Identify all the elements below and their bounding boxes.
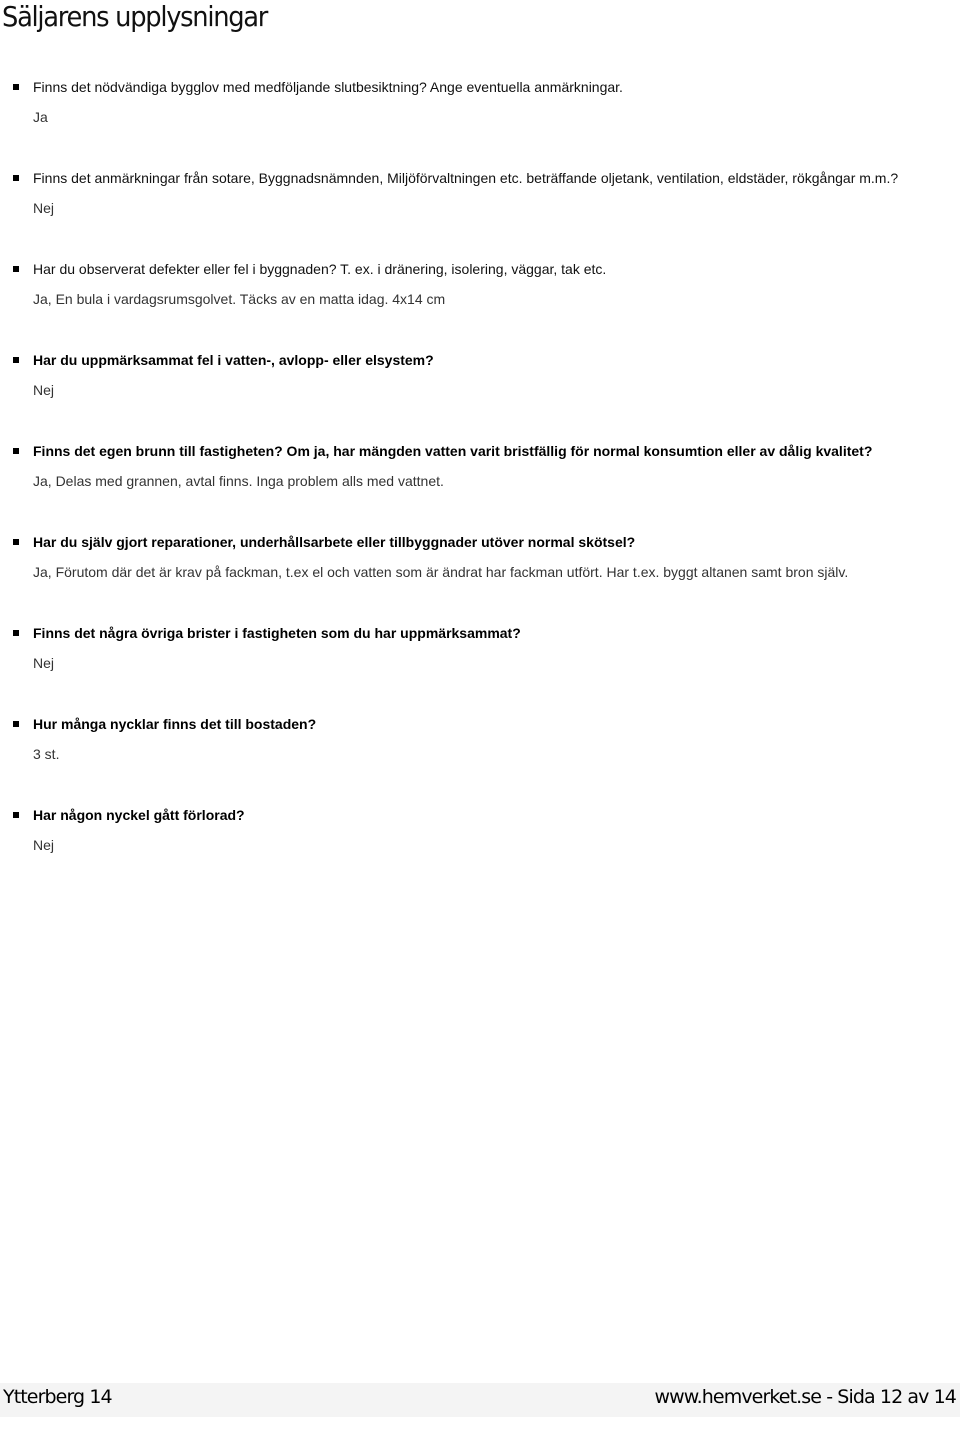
answer-text: Nej	[33, 200, 55, 216]
question-text: Finns det egen brunn till fastigheten? Om ja, har mängden vatten varit bristfällig för normal konsumtion eller av dålig kvalitet?	[33, 443, 873, 459]
page-footer	[0, 1383, 960, 1417]
qa-item-keys	[0, 709, 960, 769]
question-list	[0, 72, 960, 891]
answer-text: Nej	[33, 837, 55, 853]
square-bullet-icon	[13, 448, 19, 454]
qa-item-defects	[0, 254, 960, 314]
answer-text: Nej	[33, 382, 55, 398]
square-bullet-icon	[13, 539, 19, 545]
qa-item-systems	[0, 345, 960, 405]
qa-item-well	[0, 436, 960, 496]
square-bullet-icon	[13, 175, 19, 181]
qa-item-other-faults	[0, 618, 960, 678]
square-bullet-icon	[13, 266, 19, 272]
question-text: Finns det nödvändiga bygglov med medföljande slutbesiktning? Ange eventuella anmärkningar.	[33, 79, 623, 95]
question-text: Har du observerat defekter eller fel i byggnaden? T. ex. i dränering, isolering, väggar, tak etc.	[33, 261, 607, 277]
question-text: Finns det anmärkningar från sotare, Byggnadsnämnden, Miljöförvaltningen etc. beträffande oljetank, ventilation, eldstäder, rökgångar m.m.?	[33, 170, 899, 186]
question-text: Har du själv gjort reparationer, underhållsarbete eller tillbyggnader utöver normal skötsel?	[33, 534, 636, 550]
square-bullet-icon	[13, 812, 19, 818]
answer-text: 3 st.	[33, 746, 60, 762]
square-bullet-icon	[13, 721, 19, 727]
qa-item-repairs	[0, 527, 960, 587]
footer-address: Ytterberg 14	[3, 1386, 112, 1408]
page-title: Säljarens upplysningar	[2, 0, 268, 33]
square-bullet-icon	[13, 357, 19, 363]
answer-text: Ja	[33, 109, 48, 125]
answer-text: Nej	[33, 655, 55, 671]
footer-site-page: www.hemverket.se - Sida 12 av 14	[654, 1386, 956, 1408]
question-text: Hur många nycklar finns det till bostaden?	[33, 716, 317, 732]
answer-text: Ja, Delas med grannen, avtal finns. Inga problem alls med vattnet.	[33, 473, 444, 489]
qa-item-remarks	[0, 163, 960, 223]
answer-text: Ja, Förutom där det är krav på fackman, t.ex el och vatten som är ändrat har fackman utfört. Har t.ex. byggt altanen samt bron själv.	[33, 564, 849, 580]
square-bullet-icon	[13, 84, 19, 90]
qa-item-building-permit	[0, 72, 960, 132]
qa-item-lost-key	[0, 800, 960, 860]
square-bullet-icon	[13, 630, 19, 636]
question-text: Finns det några övriga brister i fastigheten som du har uppmärksammat?	[33, 625, 521, 641]
question-text: Har någon nyckel gått förlorad?	[33, 807, 245, 823]
answer-text: Ja, En bula i vardagsrumsgolvet. Täcks av en matta idag. 4x14 cm	[33, 291, 446, 307]
question-text: Har du uppmärksammat fel i vatten-, avlopp- eller elsystem?	[33, 352, 434, 368]
